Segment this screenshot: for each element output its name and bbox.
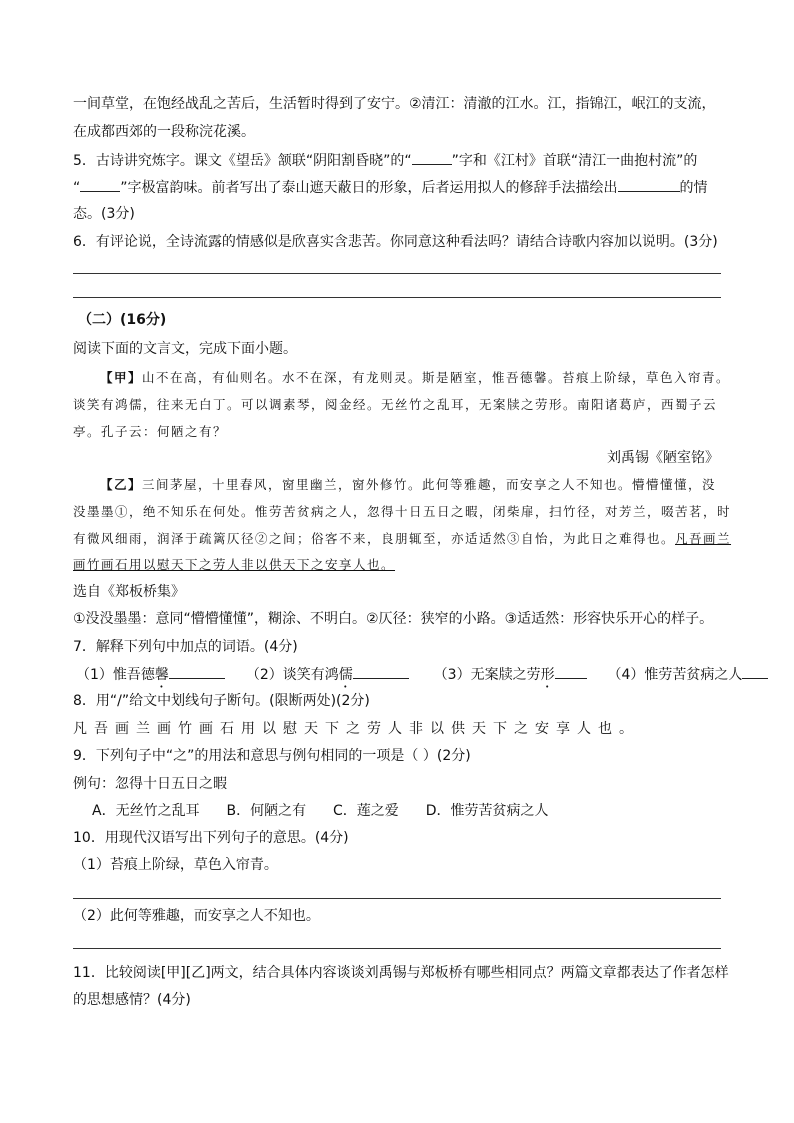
item-3: （3）无案牍之劳形 [433,667,555,683]
option-a[interactable]: A．无丝竹之乱耳 [92,803,200,819]
passage-jia-line: 亭。孔子云：何陋之有？ [73,424,228,439]
answer-line[interactable] [73,948,721,949]
passage-jia-line: 谈笑有鸿儒，往来无白丁。可以调素琴，阅金经。无丝竹之乱耳，无案牍之劳形。南阳诸葛庐，西蜀子云 [73,397,718,412]
question-9: 9．下列句子中“之”的用法和意思与例句相同的一项是（ ）(2分) [73,748,471,764]
question-9-options [92,801,548,821]
answer-blank[interactable] [412,150,452,165]
section-instruction: 阅读下面的文言文，完成下面小题。 [73,341,297,357]
question-11-cont: 的思想感情？(4分) [73,992,191,1008]
question-text: “ [73,180,81,196]
question-10-s2: （2）此何等雅趣，而安享之人不知也。 [73,908,320,924]
question-11: 11．比较阅读[甲][乙]两文，结合具体内容谈谈刘禹锡与郑板桥有哪些相同点？两篇文章都表达了作者怎样 [73,965,729,981]
passage-text: 三间茅屋，十里春风，窗里幽兰，窗外修竹。此何等雅趣，而安享之人不知也。懵懵懂懂，没 [142,477,717,492]
answer-blank[interactable] [618,177,680,192]
question-5-cont: 态。(3分) [73,206,135,222]
item-4: （4）惟劳苦贫病之人 [607,667,743,683]
question-5 [73,150,697,171]
passage-yi-line [73,555,395,575]
question-text: ”字和《江村》首联“清江一曲抱村流”的 [451,153,698,169]
underlined-sentence: 凡吾画兰 [675,531,732,546]
passage-text: 有微风细雨，润泽于疏篱仄径②之间；俗客不来，良朋辄至，亦适适然③自怡，为此日之难得也。 [73,531,676,546]
question-text: 的情 [679,180,708,196]
note-line: 在成都西郊的一段称浣花溪。 [73,124,255,140]
passage-yi-line [100,475,716,495]
item-1: （1）惟吾德馨 [76,667,169,683]
passage-jia-line [100,368,730,388]
underlined-sentence: 画竹画石用以慰天下之劳人非以供天下之安享人也。 [73,557,396,572]
passage-text: 山不在高，有仙则名。水不在深，有龙则灵。斯是陋室，惟吾德馨。苔痕上阶绿，草色入帘青。 [142,370,731,385]
option-d[interactable]: D．惟劳苦贫病之人 [425,803,549,819]
answer-blank[interactable] [555,664,587,679]
section-heading: （二）(16分) [78,312,167,328]
question-8: 8．用“/”给文中划线句子断句。(限断两处)(2分) [73,693,370,709]
passage-source: 刘禹锡《陋室铭》 [607,450,719,466]
option-b[interactable]: B．何陋之有 [226,803,307,819]
passage-notes: ①没没墨墨：意同“懵懵懂懂”，糊涂、不明白。②仄径：狭窄的小路。③适适然：形容快乐开心的样子。 [73,611,714,627]
answer-line[interactable] [73,297,721,298]
question-10-s1: （1）苔痕上阶绿，草色入帘青。 [73,857,278,873]
passage-source: 选自《郑板桥集》 [73,584,185,600]
passage-tag: 【乙】 [100,477,143,492]
answer-line[interactable] [73,273,721,274]
question-text: ”字极富韵味。前者写出了泰山遮天蔽日的形象，后者运用拟人的修辞手法描绘出 [120,180,618,196]
option-c[interactable]: C．莲之爱 [333,803,399,819]
question-9-example: 例句：忽得十日五日之暇 [73,776,227,792]
question-5-cont [73,177,708,198]
passage-yi-line [73,529,731,549]
answer-blank[interactable] [742,664,768,679]
answer-blank[interactable] [353,664,409,679]
question-8-sentence: 凡吾画兰画竹画石用以慰天下之劳人非以供天下之安享人也。 [73,721,640,737]
passage-yi-line: 没墨墨①，绝不知乐在何处。惟劳苦贫病之人，忽得十日五日之暇，闭柴扉，扫竹径，对芳兰，啜苦茗，时 [73,504,732,519]
answer-line[interactable] [73,898,721,899]
question-6: 6．有评论说，全诗流露的情感似是欣喜实含悲苦。你同意这种看法吗？请结合诗歌内容加以说明。(3分) [73,234,718,250]
answer-blank[interactable] [80,177,120,192]
question-text: 5．古诗讲究炼字。课文《望岳》颔联“阴阳割昏晓”的“ [73,153,412,169]
question-7-items [76,664,768,691]
question-7: 7．解释下列句中加点的词语。(4分) [73,639,298,655]
passage-tag: 【甲】 [100,370,143,385]
item-2: （2）谈笑有鸿儒 [245,667,353,683]
note-line: 一间草堂，在饱经战乱之苦后，生活暂时得到了安宁。②清江：清澈的江水。江，指锦江，岷江的支流， [73,96,716,112]
question-10: 10．用现代汉语写出下列句子的意思。(4分) [73,830,349,846]
answer-blank[interactable] [169,664,225,679]
